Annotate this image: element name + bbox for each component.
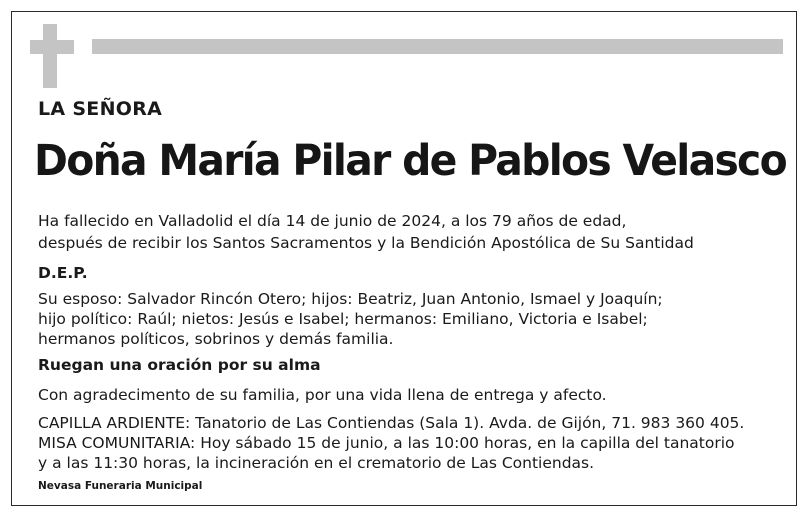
cross-horizontal-bar xyxy=(30,40,74,54)
family-line-3: hermanos políticos, sobrinos y demás familia. xyxy=(38,330,394,348)
honorific: LA SEÑORA xyxy=(38,98,163,120)
death-notice-line-2: después de recibir los Santos Sacramentos y la Bendición Apostólica de Su Santidad xyxy=(38,234,694,252)
services-line-3: y a las 11:30 horas, la incineración en el crematorio de Las Contiendas. xyxy=(38,454,595,472)
death-notice-line-1: Ha fallecido en Valladolid el día 14 de junio de 2024, a los 79 años de edad, xyxy=(38,212,627,230)
services-line-1: CAPILLA ARDIENTE: Tanatorio de Las Contiendas (Sala 1). Avda. de Gijón, 71. 983 360 405. xyxy=(38,414,745,432)
gratitude-line: Con agradecimento de su familia, por una vida llena de entrega y afecto. xyxy=(38,386,607,404)
family-line-2: hijo político: Raúl; nietos: Jesús e Isabel; hermanos: Emiliano, Victoria e Isabel; xyxy=(38,310,648,328)
cross-vertical-bar xyxy=(43,24,57,88)
deceased-name: Doña María Pilar de Pablos Velasco xyxy=(34,136,786,186)
services-line-2: MISA COMUNITARIA: Hoy sábado 15 de junio, a las 10:00 horas, en la capilla del tanatorio xyxy=(38,434,735,452)
rip-label: D.E.P. xyxy=(38,264,88,282)
header-divider-bar xyxy=(92,39,783,54)
family-line-1: Su esposo: Salvador Rincón Otero; hijos: Beatriz, Juan Antonio, Ismael y Joaquín; xyxy=(38,290,663,308)
prayer-request: Ruegan una oración por su alma xyxy=(38,356,321,374)
funeral-home-name: Nevasa Funeraria Municipal xyxy=(38,480,203,492)
